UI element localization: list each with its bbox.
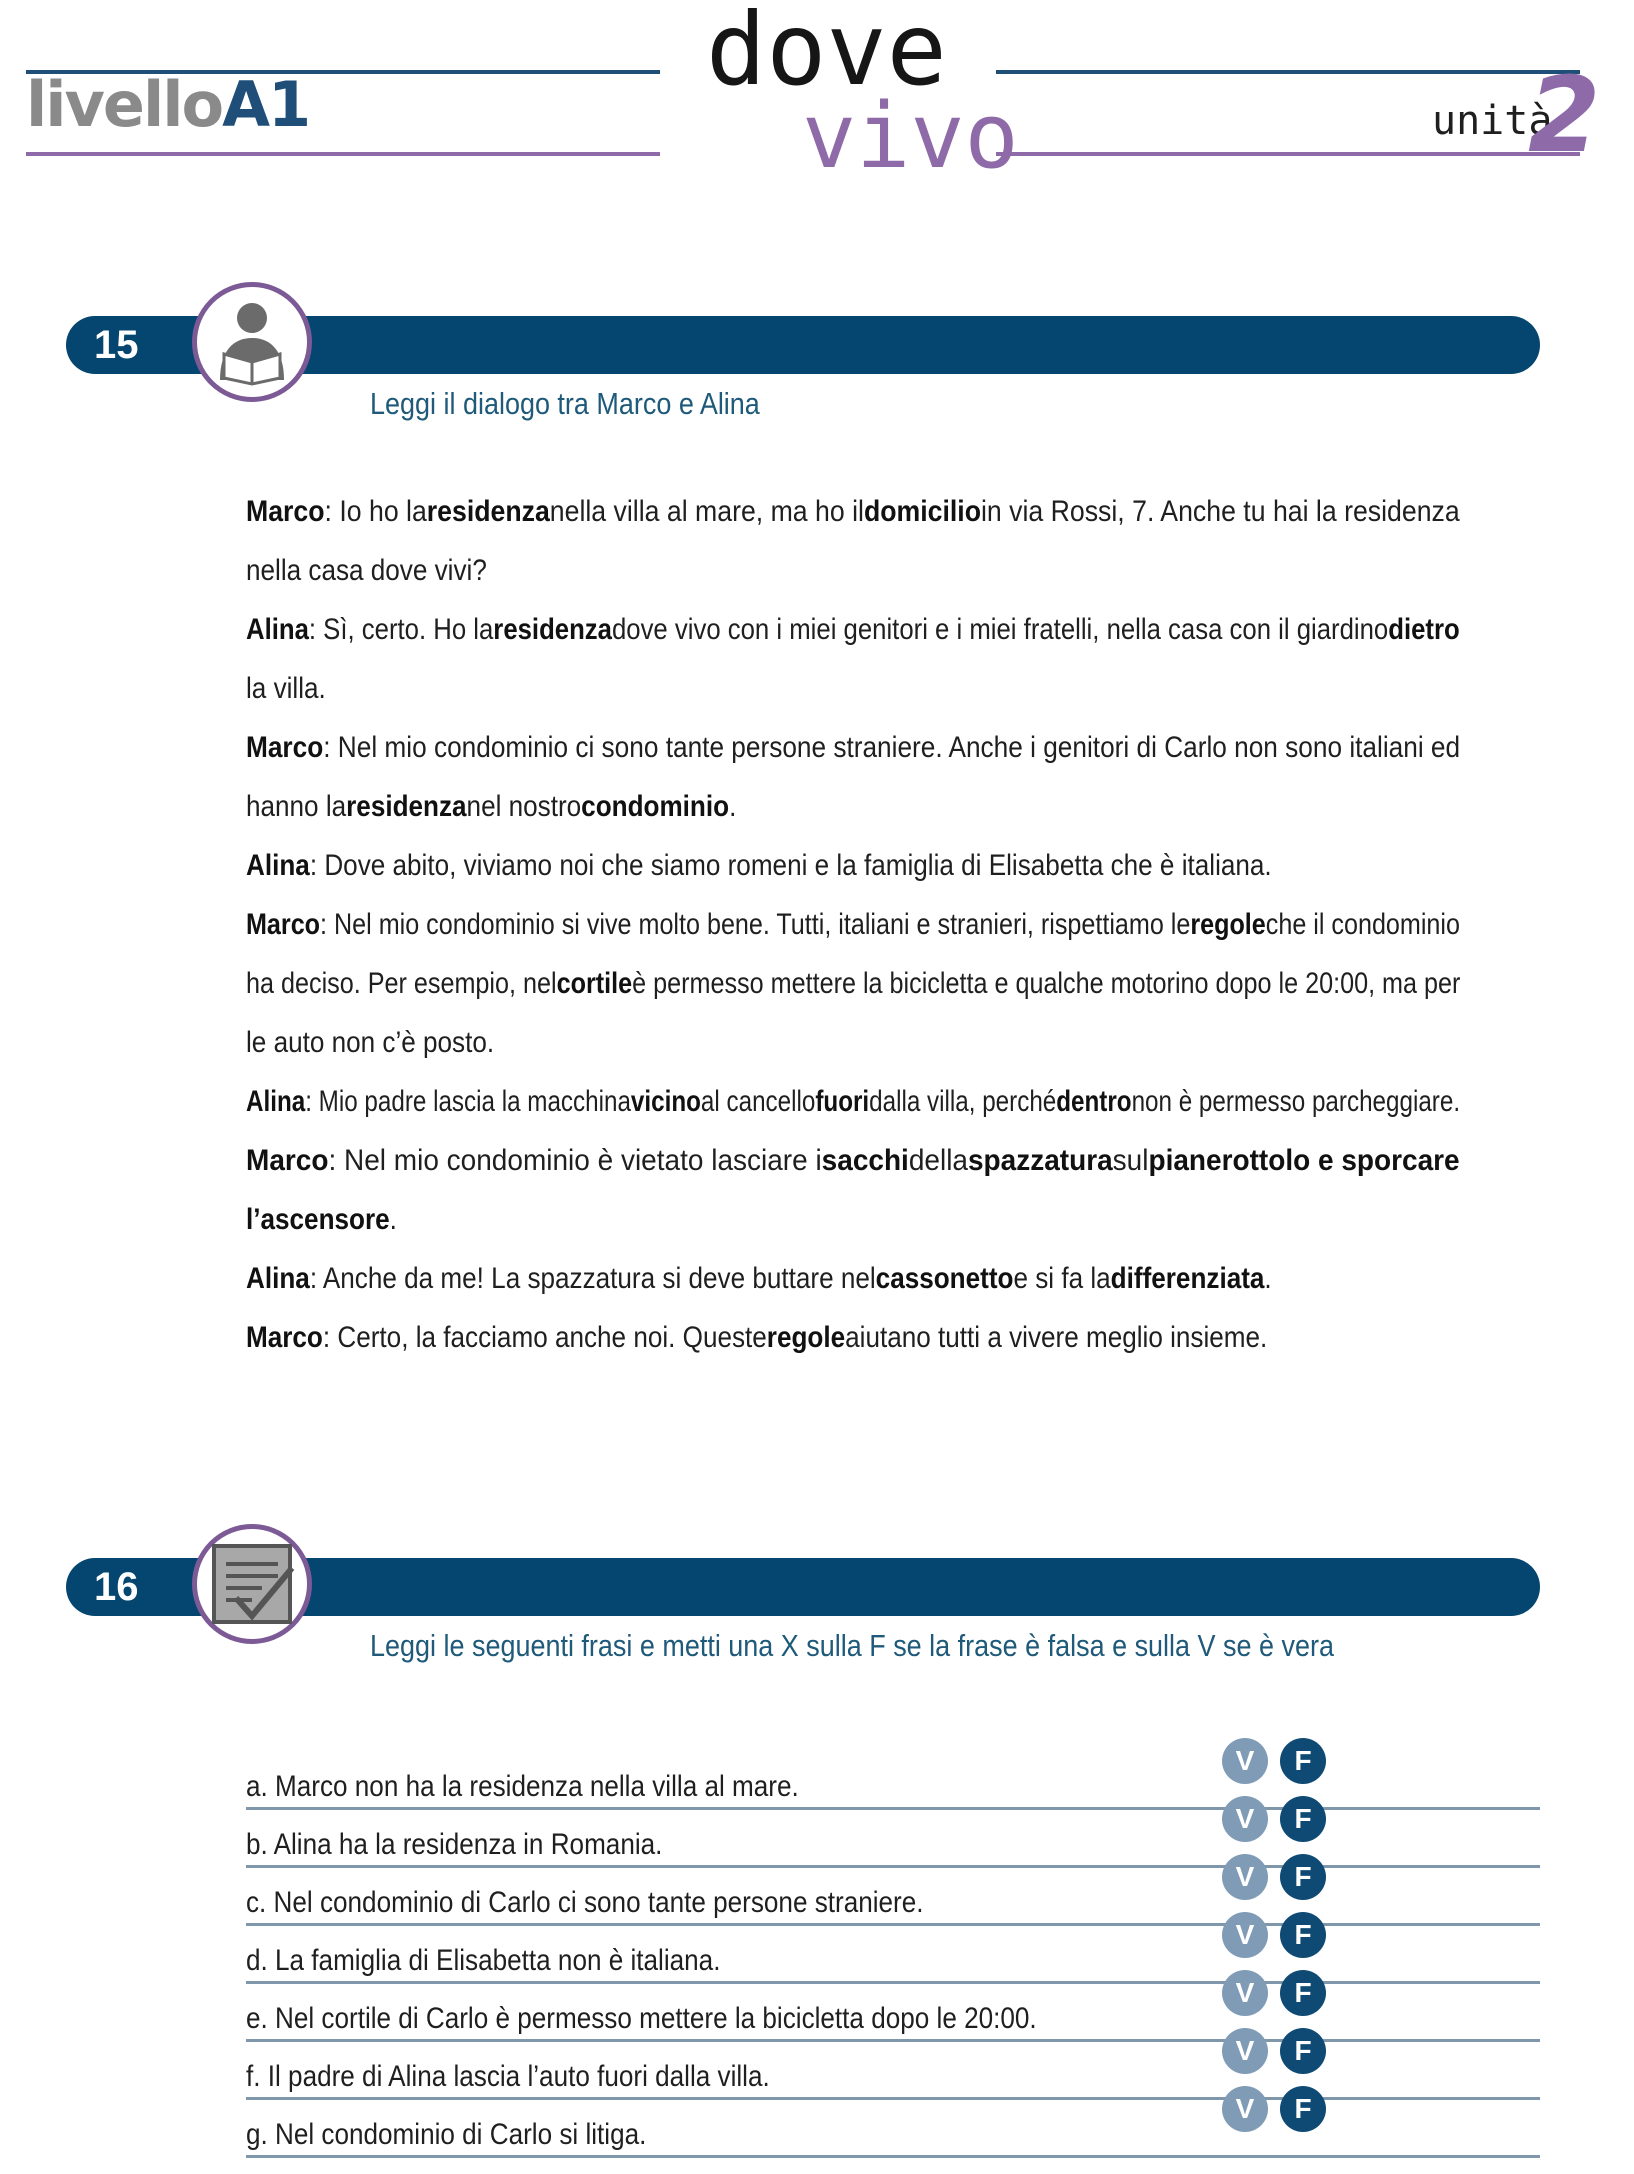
bold-term: Marco bbox=[246, 1144, 329, 1177]
bold-term: regole bbox=[766, 1321, 846, 1354]
statement-text: a. Marco non ha la residenza nella villa al mare. bbox=[246, 1770, 799, 1803]
dialogue-text: sul bbox=[1112, 1144, 1149, 1177]
bold-term: l’ascensore bbox=[246, 1203, 390, 1236]
dialogue-text: della bbox=[908, 1144, 968, 1177]
dialogue-text: è permesso mettere la bicicletta e qualche motorino dopo le 20:00, ma per bbox=[632, 967, 1461, 1000]
false-option[interactable]: F bbox=[1280, 1970, 1326, 2016]
dialogue-line-text bbox=[246, 541, 487, 600]
dialogue-line bbox=[246, 1013, 1460, 1072]
statement-row bbox=[246, 1862, 1540, 1920]
dialogue-text: ha deciso. Per esempio, nel bbox=[246, 967, 557, 1000]
dialogue-text: e si fa la bbox=[1013, 1262, 1111, 1295]
dialogue-text: : Mio padre lascia la macchina bbox=[305, 1085, 631, 1118]
dialogue-text: : Anche da me! La spazzatura si deve buttare nel bbox=[309, 1262, 876, 1295]
dialogue-text: nella villa al mare, ma ho il bbox=[549, 495, 864, 528]
false-option[interactable]: F bbox=[1280, 1854, 1326, 1900]
statement-row bbox=[246, 2094, 1540, 2152]
dialogue-text: dove vivo con i miei genitori e i miei fratelli, nella casa con il giardino bbox=[611, 613, 1389, 646]
bold-term: cassonetto bbox=[875, 1262, 1014, 1295]
bold-term: pianerottolo e sporcare bbox=[1148, 1144, 1460, 1177]
dialogue-text: al cancello bbox=[700, 1085, 816, 1118]
header-rule-left-bottom bbox=[26, 152, 660, 156]
level-code: A1 bbox=[222, 68, 310, 141]
dialogue-line bbox=[246, 541, 1460, 600]
bold-term: Alina bbox=[246, 1085, 306, 1118]
dialogue-text: : Nel mio condominio si vive molto bene. Tutti, italiani e stranieri, rispettiamo le bbox=[320, 908, 1191, 941]
bold-term: cortile bbox=[556, 967, 633, 1000]
dialogue-text: . bbox=[1264, 1262, 1272, 1295]
bold-term: dietro bbox=[1388, 613, 1460, 646]
bold-term: vicino bbox=[630, 1085, 701, 1118]
bold-term: Marco bbox=[246, 1321, 323, 1354]
bold-term: regole bbox=[1190, 908, 1266, 941]
bold-term: condominio bbox=[581, 790, 730, 823]
bold-term: residenza bbox=[426, 495, 550, 528]
true-option[interactable]: V bbox=[1222, 1912, 1268, 1958]
dialogue-text: : Dove abito, viviamo noi che siamo romeni e la famiglia di Elisabetta che è italiana. bbox=[309, 849, 1272, 882]
dialogue-text: nel nostro bbox=[466, 790, 582, 823]
true-option[interactable]: V bbox=[1222, 1738, 1268, 1784]
dialogue-text: nella casa dove vivi? bbox=[246, 554, 487, 587]
statement-text: b. Alina ha la residenza in Romania. bbox=[246, 1828, 663, 1861]
dialogue-line-text bbox=[246, 718, 1460, 777]
bold-term: Alina bbox=[246, 613, 309, 646]
statement-text: d. La famiglia di Elisabetta non è italiana. bbox=[246, 1944, 721, 1977]
dialogue-line bbox=[246, 718, 1460, 777]
exercise-number: 16 bbox=[94, 1565, 139, 1609]
title-line-1: dove bbox=[706, 0, 947, 108]
dialogue-line bbox=[246, 1308, 1460, 1367]
bold-term: Marco bbox=[246, 731, 324, 764]
bold-term: domicilio bbox=[863, 495, 981, 528]
dialogue-text: : Io ho la bbox=[324, 495, 427, 528]
dialogue-text: in via Rossi, 7. Anche tu hai la residenza bbox=[980, 495, 1460, 528]
dialogue-line-text bbox=[246, 777, 736, 836]
bold-term: sacchi bbox=[821, 1144, 909, 1177]
false-option[interactable]: F bbox=[1280, 2028, 1326, 2074]
statement-text: c. Nel condominio di Carlo ci sono tante persone straniere. bbox=[246, 1886, 924, 1919]
false-option[interactable]: F bbox=[1280, 1912, 1326, 1958]
dialogue-line bbox=[246, 1249, 1460, 1308]
dialogue-line-text bbox=[246, 482, 1460, 541]
dialogue-line bbox=[246, 659, 1460, 718]
dialogue-text: : Certo, la facciamo anche noi. Queste bbox=[322, 1321, 767, 1354]
header-rule-right-bottom bbox=[996, 152, 1580, 156]
bold-term: spazzatura bbox=[967, 1144, 1113, 1177]
dialogue bbox=[246, 482, 1460, 1367]
dialogue-line bbox=[246, 600, 1460, 659]
dialogue-text: non è permesso parcheggiare. bbox=[1131, 1085, 1461, 1118]
dialogue-text: hanno la bbox=[246, 790, 347, 823]
dialogue-line-text bbox=[246, 1190, 397, 1249]
bold-term: dentro bbox=[1056, 1085, 1132, 1118]
dialogue-text: : Nel mio condominio è vietato lasciare i bbox=[328, 1144, 822, 1177]
unit-number: 2 bbox=[1528, 54, 1601, 176]
true-option[interactable]: V bbox=[1222, 1854, 1268, 1900]
dialogue-text: . bbox=[729, 790, 737, 823]
false-option[interactable]: F bbox=[1280, 1796, 1326, 1842]
statement-row bbox=[246, 1746, 1540, 1804]
dialogue-line-text bbox=[246, 600, 1460, 659]
exercise-number: 15 bbox=[94, 323, 139, 367]
dialogue-line-text bbox=[246, 836, 1272, 895]
title-line-2: vivo bbox=[802, 84, 1019, 189]
dialogue-line-text bbox=[246, 895, 1460, 954]
statement-row bbox=[246, 2036, 1540, 2094]
dialogue-line bbox=[246, 1072, 1460, 1131]
dialogue-line bbox=[246, 1190, 1460, 1249]
level-prefix: livello bbox=[26, 68, 223, 141]
dialogue-line-text bbox=[246, 659, 326, 718]
exercise-15-instruction: Leggi il dialogo tra Marco e Alina bbox=[370, 386, 760, 421]
statement-row bbox=[246, 1920, 1540, 1978]
statement-row bbox=[246, 1804, 1540, 1862]
bold-term: fuori bbox=[815, 1085, 870, 1118]
dialogue-line bbox=[246, 1131, 1460, 1190]
dialogue-text: che il condominio bbox=[1265, 908, 1460, 941]
dialogue-line bbox=[246, 777, 1460, 836]
false-option[interactable]: F bbox=[1280, 2086, 1326, 2132]
header-rule-right-top bbox=[996, 70, 1580, 74]
dialogue-line-text bbox=[246, 954, 1460, 1013]
unit-label: unità bbox=[1432, 98, 1553, 144]
dialogue-text: aiutano tutti a vivere meglio insieme. bbox=[845, 1321, 1268, 1354]
dialogue-text: le auto non c’è posto. bbox=[246, 1026, 495, 1059]
true-option[interactable]: V bbox=[1222, 2086, 1268, 2132]
bold-term: Marco bbox=[246, 908, 321, 941]
dialogue-text: dalla villa, perché bbox=[869, 1085, 1057, 1118]
bold-term: Marco bbox=[246, 495, 325, 528]
statement-text: g. Nel condominio di Carlo si litiga. bbox=[246, 2118, 647, 2151]
statement-row bbox=[246, 1978, 1540, 2036]
bold-term: residenza bbox=[346, 790, 467, 823]
dialogue-line-text bbox=[246, 1131, 1460, 1190]
dialogue-text: . bbox=[389, 1203, 397, 1236]
level-label bbox=[26, 70, 309, 140]
bold-term: residenza bbox=[493, 613, 612, 646]
bold-term: Alina bbox=[246, 1262, 310, 1295]
dialogue-text: : Sì, certo. Ho la bbox=[308, 613, 494, 646]
dialogue-line-text bbox=[246, 1249, 1272, 1308]
true-option[interactable]: V bbox=[1222, 2028, 1268, 2074]
dialogue-line bbox=[246, 895, 1460, 954]
bold-term: Alina bbox=[246, 849, 310, 882]
false-option[interactable]: F bbox=[1280, 1738, 1326, 1784]
true-option[interactable]: V bbox=[1222, 1796, 1268, 1842]
reading-person-icon bbox=[192, 282, 312, 402]
dialogue-text: la villa. bbox=[246, 672, 326, 705]
dialogue-line-text bbox=[246, 1308, 1267, 1367]
dialogue-line-text bbox=[246, 1072, 1460, 1131]
statement-text: f. Il padre di Alina lascia l’auto fuori dalla villa. bbox=[246, 2060, 770, 2093]
bold-term: differenziata bbox=[1110, 1262, 1265, 1295]
dialogue-line bbox=[246, 836, 1460, 895]
exercise-16-instruction: Leggi le seguenti frasi e metti una X sulla F se la frase è falsa e sulla V se è vera bbox=[370, 1628, 1334, 1663]
dialogue-line bbox=[246, 954, 1460, 1013]
statement-text: e. Nel cortile di Carlo è permesso mettere la bicicletta dopo le 20:00. bbox=[246, 2002, 1037, 2035]
checklist-icon bbox=[192, 1524, 312, 1644]
dialogue-text: : Nel mio condominio ci sono tante persone straniere. Anche i genitori di Carlo non sono italiani ed bbox=[323, 731, 1461, 764]
true-option[interactable]: V bbox=[1222, 1970, 1268, 2016]
dialogue-line-text bbox=[246, 1013, 494, 1072]
answer-line bbox=[246, 2155, 1540, 2158]
dialogue-line bbox=[246, 482, 1460, 541]
